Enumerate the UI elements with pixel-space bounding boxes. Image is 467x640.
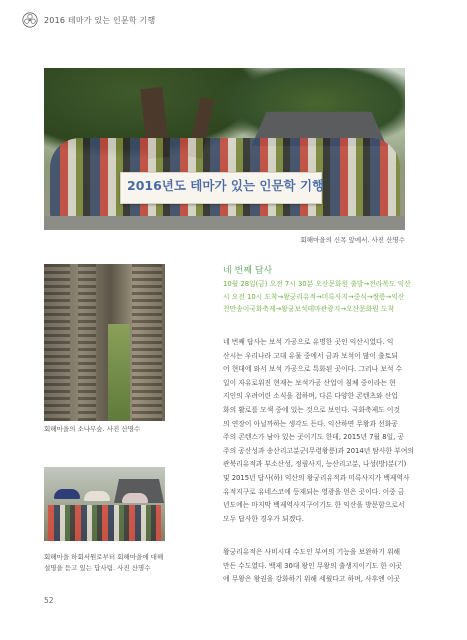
text-line: 만든 수도였다. 백제 30대 왕인 무왕의 출생지이기도 한 이곳	[223, 561, 403, 570]
group-of-people	[48, 505, 161, 541]
caption-line: 회해마을 하회서원로부터 회해마을에 대해	[44, 553, 164, 561]
text-line: 유적지구로 유네스코에 등재되는 영광을 얻은 곳이다. 이중 금	[223, 487, 405, 496]
page-number: 52	[44, 596, 54, 605]
text-line: 지인의 우려어린 소식을 접하며, 다른 다양한 콘텐츠와 산업	[223, 392, 398, 401]
text-line: 주의 콘텐스가 남아 있는 곳이기도 한데, 2015년 7월 8일, 공	[223, 433, 405, 442]
group-banner	[120, 172, 325, 204]
itinerary-line: 시 오전 10시 도착→왕궁리유적→미륵사지→중식→쌍릉→익산	[223, 292, 405, 301]
text-line: 네 번째 답사는 보석 가공으로 유명한 곳인 익산시였다. 익	[223, 338, 394, 346]
flower-emblem-icon	[22, 12, 38, 28]
itinerary	[223, 278, 433, 316]
umbrella	[122, 493, 148, 503]
photo-caption-top: 회해마을의 신목 앞에서. 사진 산명수	[300, 236, 405, 244]
ground	[44, 216, 405, 230]
text-line: 산시는 우리나라 고대 유물 중에서 금과 보석이 많이 출토되	[223, 351, 398, 360]
tree-bark	[78, 264, 96, 421]
text-line: 에 무왕은 왕권을 강화하기 위해 세웠다고 하며, 사후엔 이곳	[223, 575, 401, 584]
body-paragraph-1	[223, 336, 435, 526]
photo-caption-group	[44, 552, 163, 574]
text-line: 년도에는 마지막 백제역사지구이기도 한 익산을 방문함으로서	[223, 501, 405, 510]
section-title: 네 번째 답사	[223, 266, 273, 276]
umbrella	[84, 491, 110, 501]
text-line: 및 2015년 답사(하) 익산의 왕궁리유적과 미륵사지가 백제역사	[223, 473, 410, 482]
text-line: 모두 답사한 경우가 되겠다.	[223, 514, 304, 523]
text-line: 입이 자유로워진 현재는 보석가공 산업이 침체 중이라는 현	[223, 378, 396, 387]
pine-forest-photo	[44, 264, 165, 421]
itinerary-line: 천만송이국화축제→왕궁보석테마관광지→오산문화원 도착	[223, 305, 395, 314]
group-photo	[44, 68, 405, 230]
text-line: 왕궁리유적은 사비시대 수도인 부여의 기능을 보완하기 위해	[223, 548, 401, 556]
text-line: 의 연장이 아닐까하는 생각도 든다. 익산하면 무왕과 선화공	[223, 419, 398, 428]
banner-text: 2016년도 테마가 있는 인문학 기행	[127, 178, 325, 193]
header-title: 2016 테마가 있는 인문학 기행	[44, 15, 156, 25]
itinerary-line: 10월 28일(금) 오전 7시 30분 오산문화원 출발→전라북도 익산	[223, 280, 411, 288]
tree-bark	[132, 264, 162, 421]
text-line: 관북리유적과 부소산성, 정림사지, 능산리고분, 나성(방)분(기)	[223, 460, 407, 469]
page-header	[22, 8, 155, 32]
text-line: 어 현대에 와서 보석 가공으로 특화된 곳이다. 그러나 보석 수	[223, 365, 403, 374]
foliage	[108, 324, 130, 421]
tree-bark	[44, 264, 70, 421]
photo-caption-pine: 회해마을의 소나무숲. 사진 산명수	[44, 425, 141, 433]
text-line: 화의 활로를 모색 중에 있는 것으로 보인다. 국화축제도 이것	[223, 405, 401, 414]
text-line: 주의 공산성과 송산리고분군(무령왕릉)과 2014년 탐사한 부여의	[223, 446, 414, 455]
caption-line: 설명을 듣고 있는 답사팀. 사진 산명수	[44, 564, 151, 572]
tour-group-photo	[44, 467, 165, 541]
body-paragraph-2	[223, 546, 435, 587]
umbrella	[54, 489, 80, 499]
